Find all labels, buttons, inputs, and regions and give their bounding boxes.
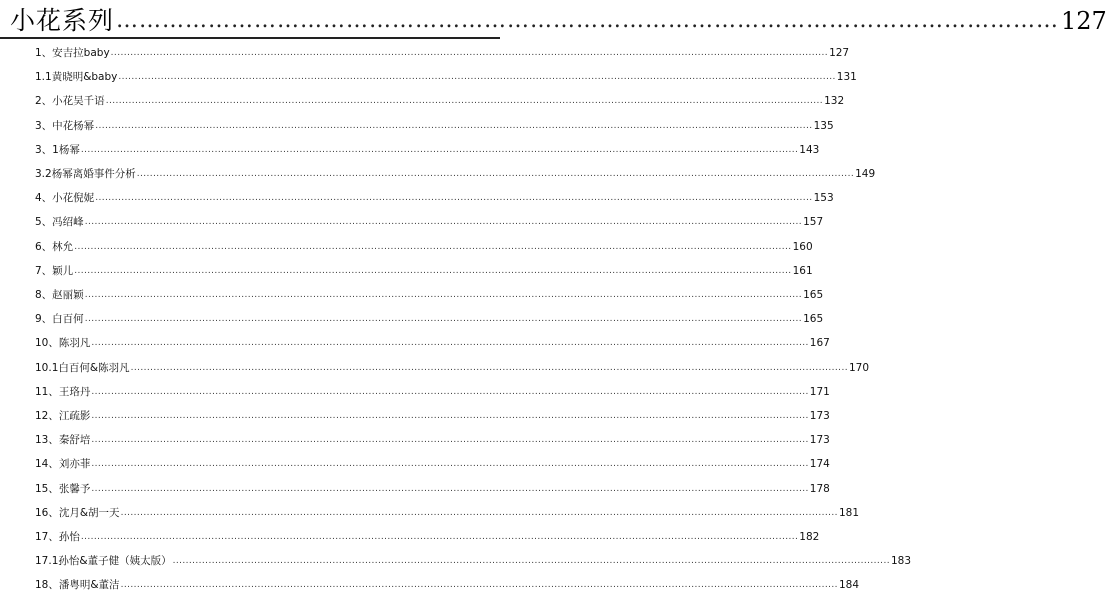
toc-entry-label: 17.1孙怡&董子健（姨太版） xyxy=(35,555,172,568)
toc-entry-leader: ............................................................................................................................................................................................................................ xyxy=(172,556,890,567)
toc-entry-page-number: 165 xyxy=(803,289,824,301)
toc-entry-label: 15、张馨予 xyxy=(35,482,91,495)
toc-entry-label: 10.1白百何&陈羽凡 xyxy=(35,361,130,374)
toc-entry-label: 14、刘亦菲 xyxy=(35,458,91,471)
toc-entry[interactable] xyxy=(35,574,859,592)
toc-entry-page-number: 143 xyxy=(799,143,820,156)
toc-entry-leader: ............................................................................................................................................................................................................................ xyxy=(118,72,836,83)
toc-entry-page-number: 153 xyxy=(813,192,834,205)
toc-entry-label: 12、江疏影 xyxy=(35,410,91,422)
toc-entry-page-number: 131 xyxy=(836,71,857,84)
toc-entry[interactable] xyxy=(35,42,850,60)
toc-entry-page-number: 127 xyxy=(829,47,850,59)
toc-entry-page-number: 170 xyxy=(848,361,870,374)
toc-entry-leader: ............................................................................................................................................................................................................................ xyxy=(91,386,809,397)
toc-entry-page-number: 167 xyxy=(809,337,830,350)
toc-entry-leader: ............................................................................................................................................................................................................................ xyxy=(74,241,792,252)
toc-entry-leader: ............................................................................................................................................................................................................................ xyxy=(120,507,838,518)
toc-entry[interactable] xyxy=(35,405,830,423)
toc-entry[interactable] xyxy=(35,211,824,229)
toc-entry-label: 3、1杨幂 xyxy=(35,143,80,156)
toc-entry[interactable] xyxy=(35,502,859,520)
toc-entry-leader: ............................................................................................................................................................................................................................ xyxy=(91,483,809,494)
toc-entry-label: 2、小花吴千语 xyxy=(35,95,105,108)
toc-entry-page-number: 161 xyxy=(792,264,813,277)
toc-entry-label: 8、赵丽颖 xyxy=(35,289,84,301)
toc-entry-page-number: 165 xyxy=(803,313,824,326)
toc-entry[interactable] xyxy=(35,66,857,84)
toc-entry[interactable] xyxy=(35,163,876,181)
toc-title-page-number: 127 xyxy=(1061,7,1107,35)
toc-entry-label: 11、王珞丹 xyxy=(35,385,91,398)
toc-entry-page-number: 149 xyxy=(855,168,876,180)
toc-entry[interactable] xyxy=(35,453,830,471)
toc-entry-leader: ............................................................................................................................................................................................................................ xyxy=(91,411,809,421)
toc-entry[interactable] xyxy=(35,236,813,254)
toc-entry-label: 1、安吉拉baby xyxy=(35,47,110,59)
toc-title: 小花系列 xyxy=(10,6,115,35)
toc-entry-page-number: 174 xyxy=(809,458,830,471)
toc-entry-label: 4、小花倪妮 xyxy=(35,192,95,205)
toc-entry-label: 18、潘粤明&董洁 xyxy=(35,579,120,592)
toc-entry-label: 9、白百何 xyxy=(35,313,84,326)
toc-entry-page-number: 171 xyxy=(809,385,830,398)
toc-entry[interactable] xyxy=(35,139,820,157)
toc-entry-page-number: 132 xyxy=(824,95,845,108)
toc-entry-label: 1.1黄晓明&baby xyxy=(35,71,118,84)
toc-entry-leader: ............................................................................................................................................................................................................................ xyxy=(130,362,848,373)
toc-entry-page-number: 160 xyxy=(792,240,813,253)
toc-entry-label: 7、颖儿 xyxy=(35,264,74,277)
toc-entry-label: 6、林允 xyxy=(35,240,74,253)
toc-entry-label: 10、陈羽凡 xyxy=(35,337,91,350)
toc-entry-page-number: 178 xyxy=(809,482,830,495)
toc-entry-leader: ............................................................................................................................................................................................................................ xyxy=(84,217,803,228)
toc-entry[interactable] xyxy=(35,526,820,544)
toc-entry-leader: ............................................................................................................................................................................................................................ xyxy=(74,265,792,276)
toc-entry-page-number: 183 xyxy=(890,555,912,568)
toc-entry[interactable] xyxy=(35,308,824,326)
toc-entry-leader: ............................................................................................................................................................................................................................ xyxy=(110,48,829,58)
toc-entry-page-number: 173 xyxy=(809,434,830,447)
toc-entry[interactable] xyxy=(35,284,824,302)
toc-entry[interactable] xyxy=(35,260,813,278)
toc-entry-leader: ............................................................................................................................................................................................................................ xyxy=(136,169,855,179)
toc-entry-leader: ............................................................................................................................................................................................................................ xyxy=(91,435,809,446)
toc-entry[interactable] xyxy=(35,187,834,205)
toc-entry-label: 3.2杨幂离婚事件分析 xyxy=(35,168,136,180)
toc-entry[interactable] xyxy=(35,115,834,133)
toc-entry-label: 16、沈月&胡一天 xyxy=(35,506,120,519)
toc-entry-leader: ............................................................................................................................................................................................................................ xyxy=(105,96,824,107)
toc-entry[interactable] xyxy=(35,550,912,568)
toc-entry-label: 17、孙怡 xyxy=(35,531,80,543)
toc-entry[interactable] xyxy=(35,429,830,447)
toc-entry-page-number: 182 xyxy=(799,531,820,543)
toc-entry[interactable] xyxy=(35,357,870,375)
toc-entry-page-number: 157 xyxy=(803,216,824,229)
toc-title-leader: …………………………………………………………………………………………………………… xyxy=(116,8,1060,33)
toc-entry[interactable] xyxy=(35,90,845,108)
toc-entry-page-number: 135 xyxy=(813,119,834,132)
toc-entry[interactable] xyxy=(35,381,830,399)
toc-entry[interactable] xyxy=(35,478,830,496)
toc-entry-leader: ............................................................................................................................................................................................................................ xyxy=(95,193,813,204)
toc-entry-leader: ............................................................................................................................................................................................................................ xyxy=(84,314,803,325)
toc-entry-page-number: 184 xyxy=(838,579,859,592)
toc-entry-page-number: 181 xyxy=(838,506,859,519)
toc-entry-leader: ............................................................................................................................................................................................................................ xyxy=(80,532,799,542)
toc-entry-leader: ............................................................................................................................................................................................................................ xyxy=(91,459,809,470)
toc-entry-leader: ............................................................................................................................................................................................................................ xyxy=(120,580,838,591)
toc-entry-page-number: 173 xyxy=(809,410,830,422)
toc-entry[interactable] xyxy=(35,332,830,350)
toc-entry-label: 13、秦舒培 xyxy=(35,434,91,447)
toc-entry-label: 5、冯绍峰 xyxy=(35,216,84,229)
toc-entry-leader: ............................................................................................................................................................................................................................ xyxy=(91,338,809,349)
toc-entry-leader: ............................................................................................................................................................................................................................ xyxy=(84,290,803,300)
toc-entry-label: 3、中花杨幂 xyxy=(35,119,95,132)
toc-entry-leader: ............................................................................................................................................................................................................................ xyxy=(80,144,799,155)
toc-entry-leader: ............................................................................................................................................................................................................................ xyxy=(95,120,813,131)
